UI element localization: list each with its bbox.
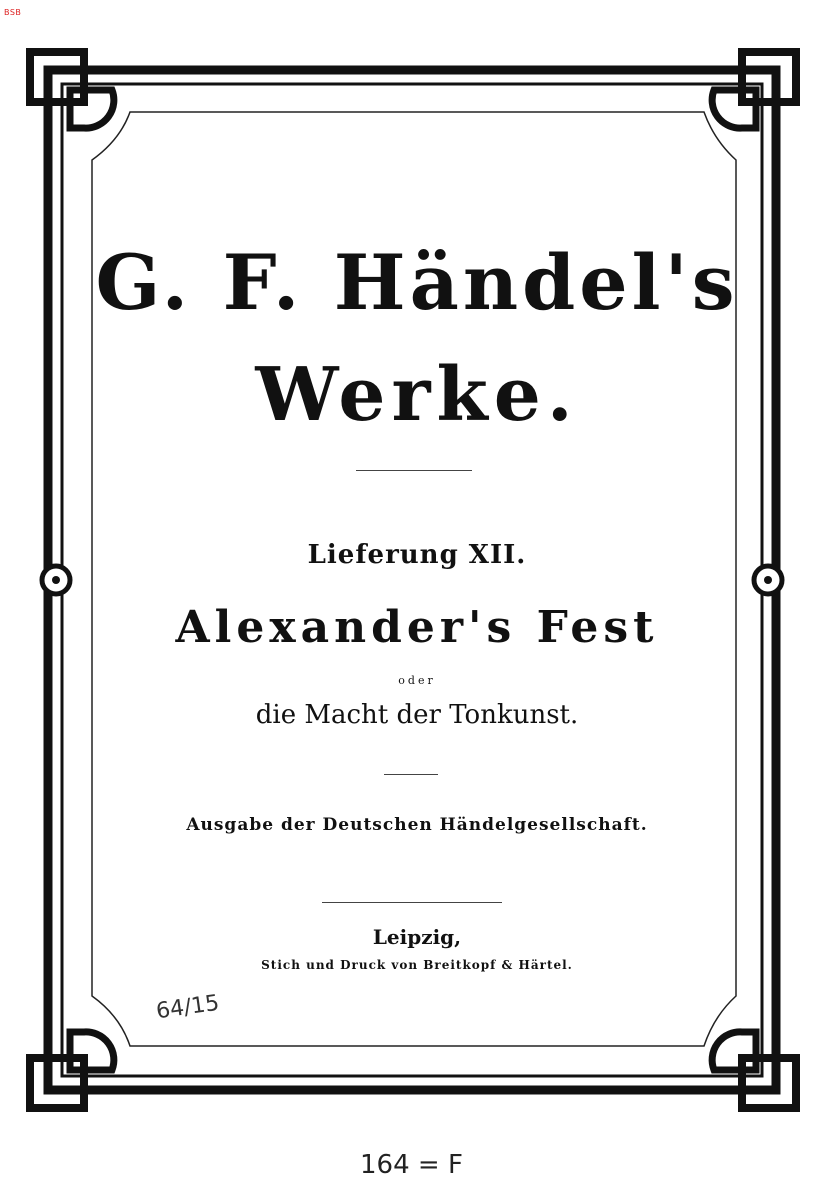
work-subtitle: die Macht der Tonkunst. xyxy=(255,700,579,730)
handwritten-shelf-mark: 64/15 xyxy=(154,990,221,1025)
corner-ornament-top-right xyxy=(712,52,796,128)
library-stamp: BSB xyxy=(4,8,22,17)
title-line-1: G. F. Händel's xyxy=(95,238,739,327)
handwritten-catalog-number: 164 = F xyxy=(360,1150,463,1180)
delivery-number: Lieferung XII. xyxy=(307,540,527,570)
divider-top xyxy=(356,470,472,471)
side-medallion-left xyxy=(42,566,70,594)
side-medallion-right xyxy=(754,566,782,594)
work-connector: oder xyxy=(398,674,436,687)
edition-line: Ausgabe der Deutschen Händelgesellschaft. xyxy=(186,815,648,835)
divider-bottom xyxy=(322,902,502,903)
imprint-printer: Stich und Druck von Breitkopf & Härtel. xyxy=(261,958,573,972)
title-line-2: Werke. xyxy=(255,352,579,438)
corner-ornament-bottom-left xyxy=(30,1032,114,1108)
divider-middle xyxy=(384,774,438,775)
imprint-place: Leipzig, xyxy=(372,925,462,949)
corner-ornament-top-left xyxy=(30,52,114,128)
corner-ornament-bottom-right xyxy=(712,1032,796,1108)
work-title: Alexander's Fest xyxy=(175,602,659,653)
